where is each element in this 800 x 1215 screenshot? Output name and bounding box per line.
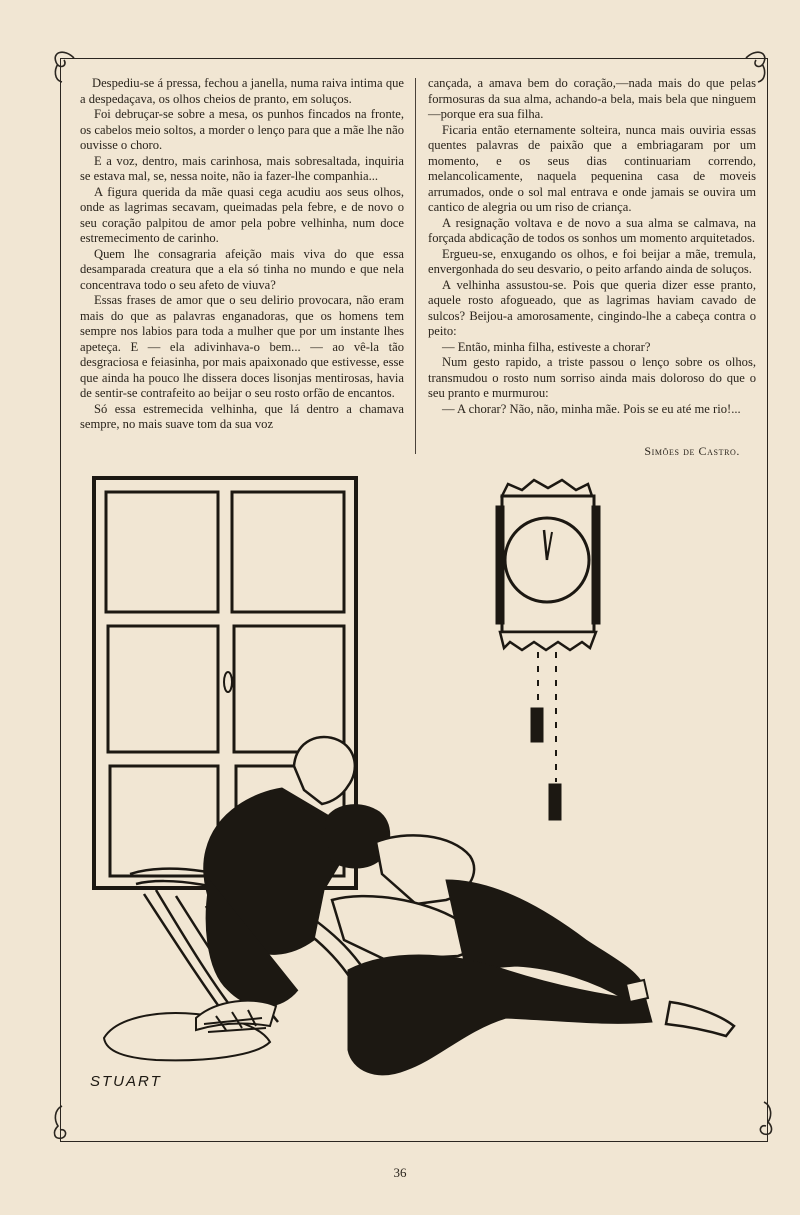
author-signature: Simões de Castro. [644,444,740,458]
corner-ornament-bottom-right [748,1100,782,1140]
paragraph: E a voz, dentro, mais carinhosa, mais sobresaltada, inquiria se estava mal, se, nessa noite, não ia fazer-lhe companhia... [80,153,404,183]
paragraph: — Então, minha filha, estiveste a chorar? [442,339,651,354]
page-number: 36 [393,1165,407,1180]
wall-clock-drawing [496,480,600,820]
daughter-figure-drawing [324,805,734,1075]
paragraph: Despediu-se á pressa, fechou a janella, numa raiva intima que a despedaçava, os olhos cheios de pranto, em soluços. [80,76,404,106]
mother-figure-drawing [204,737,355,1007]
corner-ornament-bottom-left [44,1104,78,1144]
paragraph: A velhinha assustou-se. Pois que queria dizer esse pranto, aquele rosto afogueado, que as lagrimas haviam cavado de sulcos? Beijou-a amorosamente, cingindo-lhe a cabeça contra o peito: [428,277,756,338]
column-divider [415,78,416,454]
paragraph: Foi debruçar-se sobre a mesa, os punhos fincados na fronte, os cabelos meio soltos, a morder o lenço para que a mãe lhe não ouvisse o choro. [80,107,404,152]
illustration-mother-and-daughter [86,470,746,1110]
paragraph: Ergueu-se, enxugando os olhos, e foi beijar a mãe, tremula, envergonhada do seu desvario, o peito arfando ainda de soluços. [428,246,756,276]
corner-ornament-top-left [44,44,78,84]
paragraph: A figura querida da mãe quasi cega acudiu aos seus olhos, onde as lagrimas secavam, queimadas pela febre, e de novo o seu coração palpitou de amor pela pobre velhinha, num doce estremecimento de carinho. [80,184,404,245]
paragraph: — A chorar? Não, não, minha mãe. Pois se eu até me rio!... [442,401,741,416]
paragraph: cançada, a amava bem do coração,—nada mais do que pelas formosuras da sua alma, achando-a bela, mais bela que ninguem—porque era sua filha. [428,76,756,121]
paragraph: Ficaria então eternamente solteira, nunca mais ouviria essas quentes palavras de paixão que a embriagaram por um momento, e os seus dias continuariam correndo, melancolicamente, naquela pequenina casa de moveis arrumados, onde o sol mal entrava e onde jamais se ouvira um cantico de alegria ou um riso de criança. [428,122,756,214]
paragraph: Num gesto rapido, a triste passou o lenço sobre os olhos, transmudou o rosto num sorriso ainda mais doloroso do que o seu pranto e murmurou: [428,355,756,400]
artist-signature: STUART [90,1073,162,1090]
paragraph: Só essa estremecida velhinha, que lá dentro a chamava sempre, no mais suave tom da sua voz [80,401,404,431]
paragraph: Essas frases de amor que o seu delirio provocara, não eram mais do que as palavras enganadoras, que os homens tem sempre nos labios para toda a mulher que por um instante lhes apeteça. E — ela adivinhava-o bem... — ao vê-la tão desgraciosa e feiasinha, por mais apaixonado que estivesse, esse que ainda ha pouco lhe dissera doces lisonjas mentirosas, havia de sentir-se contrafeito ao beijar o seu rosto orfão de encantos. [80,293,404,400]
paragraph: Quem lhe consagraria afeição mais viva do que essa desamparada creatura que a ela só tinha no mundo e que nela concentrava todo o seu afeto de viuva? [80,246,404,292]
sewing-basket-drawing [104,1001,276,1061]
article-column-right [428,76,756,417]
paragraph: A resignação voltava e de novo a sua alma se calmava, na forçada abdicação de todos os sonhos um momento arquitetados. [428,215,756,245]
article-column-left [80,76,404,433]
